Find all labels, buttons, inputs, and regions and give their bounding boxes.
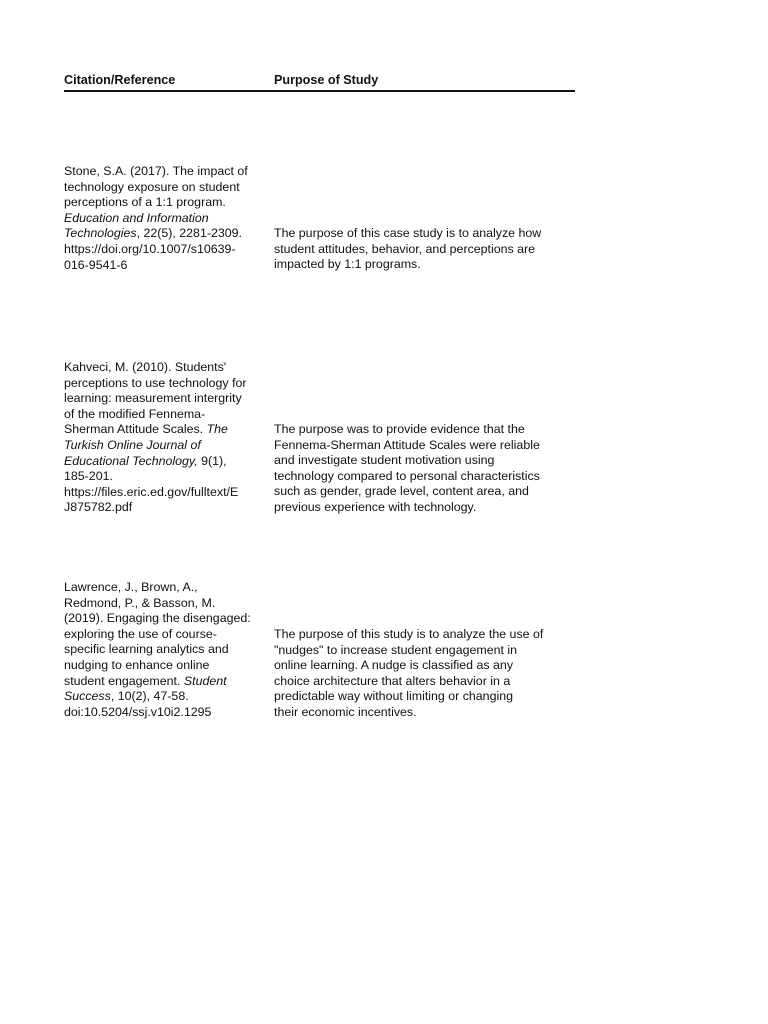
citation-line: student engagement. Student — [64, 673, 227, 688]
citation-line: of the modified Fennema- — [64, 406, 206, 421]
purpose-line: The purpose of this case study is to analyze how — [274, 226, 542, 240]
purpose-line: technology compared to personal characteristics — [274, 468, 540, 483]
citation-line: Educational Technology, 9(1), — [64, 453, 227, 468]
citation-line: 016-9541-6 — [64, 257, 128, 272]
purpose-line: their economic incentives. — [274, 704, 417, 719]
citation-line: (2019). Engaging the disengaged: — [64, 611, 251, 626]
citation-line: nudging to enhance online — [64, 657, 210, 672]
citation-line: 185-201. — [64, 469, 113, 484]
citation-line: Technologies, 22(5), 2281-2309. — [64, 226, 242, 241]
citation-line: Turkish Online Journal of — [64, 437, 201, 452]
purpose-line: "nudges" to increase student engagement in — [274, 642, 518, 657]
purpose-cell — [274, 422, 574, 516]
citation-cell — [64, 164, 268, 273]
purpose-line: online learning. A nudge is classified as any — [274, 658, 514, 673]
citation-line: J875782.pdf — [64, 500, 133, 515]
citation-line: Lawrence, J., Brown, A., — [64, 580, 198, 594]
purpose-line: choice architecture that alters behavior in a — [274, 673, 511, 688]
purpose-line: predictable way without limiting or changing — [274, 689, 513, 704]
citation-cell — [64, 360, 268, 516]
citation-line: perceptions to use technology for — [64, 375, 247, 390]
citation-line: Stone, S.A. (2017). The impact of — [64, 164, 248, 178]
table-header — [64, 73, 575, 92]
citation-line: doi:10.5204/ssj.v10i2.1295 — [64, 704, 212, 719]
citation-line: specific learning analytics and — [64, 642, 229, 657]
purpose-line: Fennema-Sherman Attitude Scales were reliable — [274, 437, 540, 452]
purpose-line: The purpose was to provide evidence that the — [274, 422, 525, 436]
citation-line: Sherman Attitude Scales. The — [64, 422, 228, 437]
citation-line: https://files.eric.ed.gov/fulltext/E — [64, 484, 239, 499]
purpose-line: such as gender, grade level, content area, and — [274, 484, 529, 499]
header-purpose-of-study: Purpose of Study — [274, 73, 379, 87]
citation-line: Kahveci, M. (2010). Students' — [64, 360, 227, 374]
citation-line: exploring the use of course- — [64, 626, 217, 641]
purpose-line: and investigate student motivation using — [274, 453, 495, 468]
purpose-cell — [274, 226, 574, 273]
citation-line: perceptions of a 1:1 program. — [64, 195, 226, 210]
header-citation-reference: Citation/Reference — [64, 73, 176, 87]
citation-line: Redmond, P., & Basson, M. — [64, 595, 216, 610]
citation-line: learning: measurement intergrity — [64, 391, 242, 406]
purpose-cell — [274, 627, 574, 721]
purpose-line: impacted by 1:1 programs. — [274, 257, 421, 272]
purpose-line: The purpose of this study is to analyze the use of — [274, 627, 544, 641]
citation-line: Success, 10(2), 47-58. — [64, 689, 189, 704]
citation-line: technology exposure on student — [64, 179, 240, 194]
citation-line: https://doi.org/10.1007/s10639- — [64, 241, 236, 256]
purpose-line: student attitudes, behavior, and perceptions are — [274, 241, 536, 256]
citation-cell — [64, 580, 268, 720]
citation-line: Education and Information — [64, 210, 209, 225]
purpose-line: previous experience with technology. — [274, 499, 477, 514]
